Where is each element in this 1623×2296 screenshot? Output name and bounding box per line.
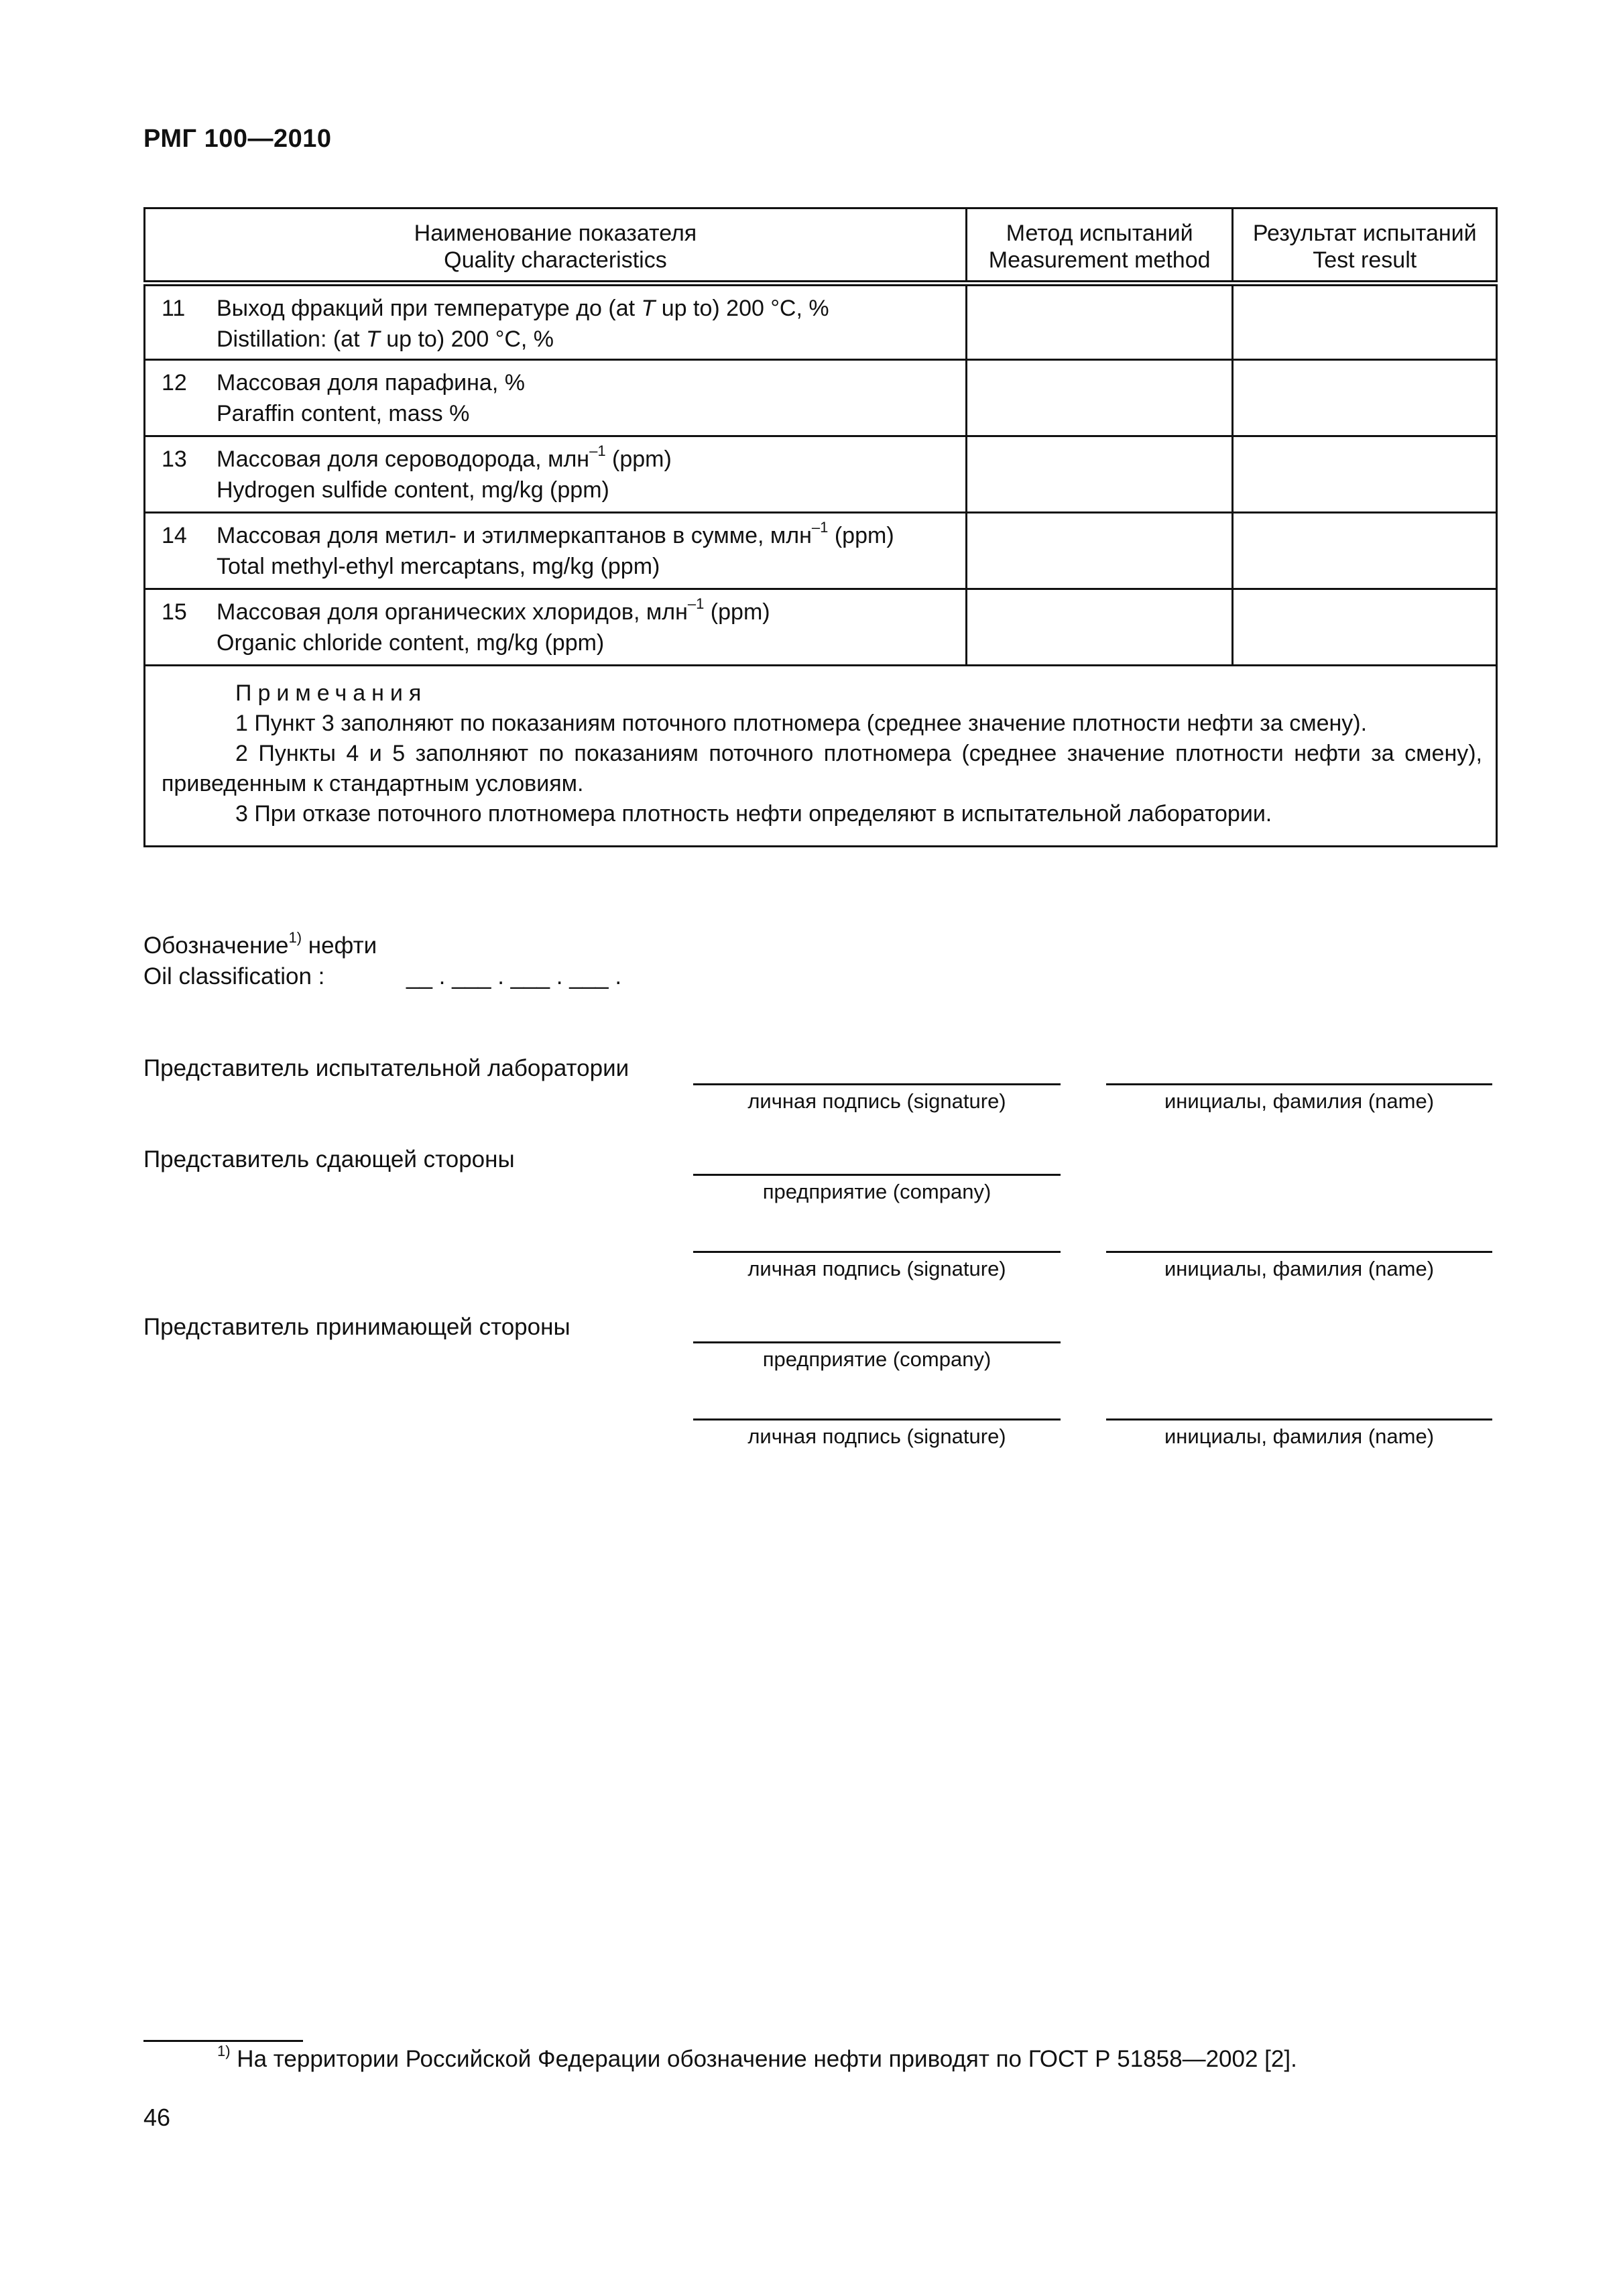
lab-name-caption: инициалы, фамилия (name) [1164, 1089, 1435, 1113]
delivering-name-line[interactable] [1106, 1251, 1492, 1253]
table-row [145, 284, 1497, 360]
note-item: 1 Пункт 3 заполняют по показаниям поточного плотномера (среднее значение плотности нефти за смену). [235, 711, 1368, 736]
result-cell[interactable] [1233, 589, 1497, 666]
characteristic-cell [145, 513, 967, 589]
column-header-result: Результат испытаний Test result [1233, 208, 1497, 284]
receiving-company-caption: предприятие (company) [762, 1347, 991, 1371]
characteristic-cell [145, 360, 967, 436]
characteristic-ru: Массовая доля сероводорода, млн$^{-1}$ (ppm) [217, 442, 672, 472]
method-cell[interactable] [966, 360, 1233, 436]
delivering-signature-caption: личная подпись (signature) [747, 1257, 1006, 1280]
method-cell[interactable] [966, 513, 1233, 589]
characteristic-cell [145, 284, 967, 360]
characteristic-en: Paraffin content, mass % [217, 401, 470, 426]
footnote [217, 2043, 1297, 2073]
result-cell[interactable] [1233, 436, 1497, 513]
row-number: 13 [162, 446, 187, 472]
notes-cell [145, 666, 1497, 847]
receiving-representative-label: Представитель принимающей стороны [143, 1314, 570, 1340]
lab-representative-label: Представитель испытательной лаборатории [143, 1055, 629, 1081]
note-item: 2 Пункты 4 и 5 заполняют по показаниям поточного плотномера (среднее значение плотности нефти за смену), приведенным к стандартным условиям. [162, 741, 1482, 796]
lab-signature-caption: личная подпись (signature) [747, 1089, 1006, 1113]
table-header-row [145, 208, 1497, 284]
table-row [145, 436, 1497, 513]
receiving-name-caption: инициалы, фамилия (name) [1164, 1425, 1435, 1448]
oil-designation [143, 929, 622, 992]
oil-designation-label-en: Oil classification : [143, 963, 325, 989]
characteristic-ru: Выход фракций при температуре до (at T up to) 200 °C, % [217, 296, 829, 321]
quality-table [143, 207, 1498, 847]
footnote-mark: 1) [217, 2043, 231, 2059]
oil-designation-label-ru: Обозначение$^{1)}$ нефти [143, 929, 377, 959]
row-number: 12 [162, 370, 187, 396]
delivering-signature-line[interactable] [693, 1251, 1061, 1253]
characteristic-cell [145, 589, 967, 666]
receiving-signature-line[interactable] [693, 1418, 1061, 1421]
characteristic-ru: Массовая доля метил- и этилмеркаптанов в сумме, млн$^{-1}$ (ppm) [217, 519, 894, 548]
delivering-name-caption: инициалы, фамилия (name) [1164, 1257, 1435, 1280]
characteristic-ru: Массовая доля органических хлоридов, млн$^{-1}$ (ppm) [217, 595, 770, 625]
characteristic-en: Hydrogen sulfide content, mg/kg (ppm) [217, 477, 609, 503]
delivering-company-line[interactable] [693, 1174, 1061, 1176]
receiving-signature-caption: личная подпись (signature) [747, 1425, 1006, 1448]
column-header-name: Наименование показателя Quality characteristics [145, 208, 967, 284]
column-header-method: Метод испытаний Measurement method [966, 208, 1233, 284]
result-cell[interactable] [1233, 360, 1497, 436]
table-row [145, 589, 1497, 666]
delivering-representative-label: Представитель сдающей стороны [143, 1146, 515, 1172]
row-number: 11 [162, 296, 186, 321]
table-row [145, 513, 1497, 589]
table-row [145, 360, 1497, 436]
characteristic-en: Total methyl-ethyl mercaptans, mg/kg (ppm) [217, 554, 660, 579]
receiving-name-line[interactable] [1106, 1418, 1492, 1421]
page-number: 46 [143, 2104, 171, 2131]
notes-row [145, 666, 1497, 847]
characteristic-en: Distillation: (at T up to) 200 °C, % [217, 326, 554, 352]
footnote-text: На территории Российской Федерации обозначение нефти приводят по ГОСТ Р 51858—2002 [2]. [237, 2046, 1297, 2072]
document-code: РМГ 100—2010 [143, 125, 332, 153]
row-number: 15 [162, 599, 187, 625]
row-number: 14 [162, 523, 187, 548]
footnote-separator [143, 2040, 303, 2042]
result-cell[interactable] [1233, 284, 1497, 360]
method-cell[interactable] [966, 589, 1233, 666]
notes-title: Примечания [235, 680, 428, 706]
note-item: 3 При отказе поточного плотномера плотность нефти определяют в испытательной лаборатории. [235, 801, 1272, 827]
lab-signature-line[interactable] [693, 1083, 1061, 1085]
oil-classification-blanks[interactable]: __ . ___ . ___ . ___ . [406, 963, 622, 989]
method-cell[interactable] [966, 284, 1233, 360]
receiving-company-line[interactable] [693, 1341, 1061, 1343]
delivering-company-caption: предприятие (company) [762, 1180, 991, 1203]
lab-name-line[interactable] [1106, 1083, 1492, 1085]
method-cell[interactable] [966, 436, 1233, 513]
footnote-ref: 1) [288, 929, 302, 946]
result-cell[interactable] [1233, 513, 1497, 589]
characteristic-en: Organic chloride content, mg/kg (ppm) [217, 630, 605, 656]
characteristic-cell [145, 436, 967, 513]
characteristic-ru: Массовая доля парафина, % [217, 370, 525, 396]
